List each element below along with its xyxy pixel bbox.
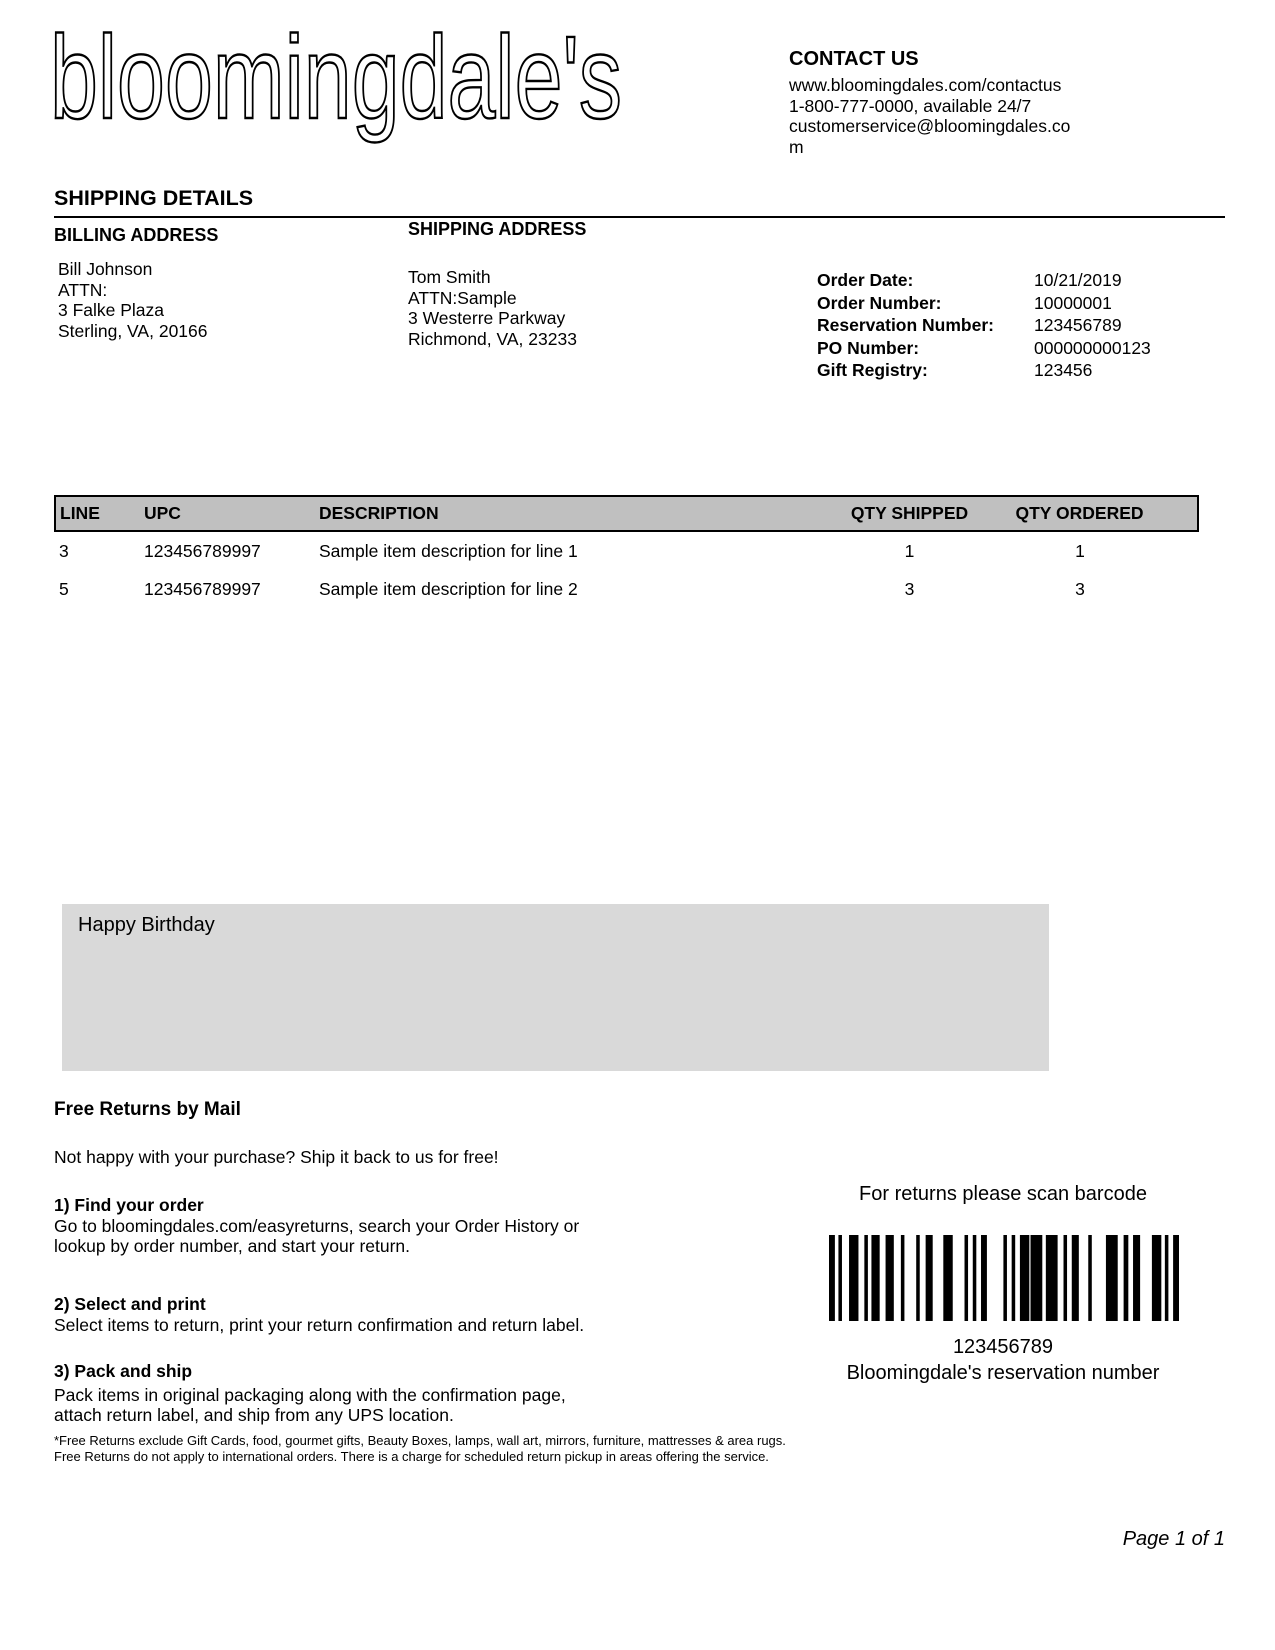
reservation-number-row xyxy=(817,314,1151,337)
gift-message-box xyxy=(62,904,1049,1071)
barcode-bar xyxy=(1124,1235,1129,1321)
barcode-bar xyxy=(1046,1235,1058,1321)
footnote-line: Free Returns do not apply to international orders. There is a charge for scheduled return pickup in areas offering the service. xyxy=(54,1448,769,1464)
returns-intro: Not happy with your purchase? Ship it back to us for free! xyxy=(54,1147,499,1167)
page-number: Page 1 of 1 xyxy=(1122,1528,1225,1550)
contact-url[interactable]: www.bloomingdales.com/contactus xyxy=(789,75,1062,95)
barcode-label: Bloomingdale's reservation number xyxy=(846,1362,1160,1384)
return-step-1 xyxy=(54,1195,579,1257)
contact-phone: 1-800-777-0000, available 24/7 xyxy=(789,95,1032,116)
shipping-line: 3 Westerre Parkway xyxy=(408,308,566,328)
step-title: 3) Pack and ship xyxy=(54,1361,193,1381)
step-text: attach return label, and ship from any UPS location. xyxy=(54,1405,454,1425)
table-row xyxy=(55,570,1198,608)
barcode-bar xyxy=(1106,1235,1118,1321)
barcode-bar xyxy=(973,1235,977,1321)
divider xyxy=(54,216,1225,218)
barcode-bar xyxy=(965,1235,969,1321)
table-row xyxy=(55,531,1198,570)
billing-line: Bill Johnson xyxy=(58,259,153,279)
cell-qty-shipped: 3 xyxy=(904,578,915,599)
gift-registry-row xyxy=(817,359,1151,382)
col-qty-shipped: QTY SHIPPED xyxy=(827,496,992,531)
value: 123456789 xyxy=(1034,315,1122,335)
footnote-line: *Free Returns exclude Gift Cards, food, gourmet gifts, Beauty Boxes, lamps, wall art, mirrors, furniture, mattresses & area rugs. xyxy=(54,1433,786,1448)
billing-line: ATTN: xyxy=(58,279,108,300)
label: Gift Registry: xyxy=(817,360,928,380)
returns-footnote xyxy=(54,1433,786,1464)
label: PO Number: xyxy=(817,337,920,358)
table-header xyxy=(55,496,1198,531)
barcode-bar xyxy=(1173,1235,1179,1321)
shipping-line: ATTN:Sample xyxy=(408,287,517,308)
barcode-bar xyxy=(916,1235,920,1321)
cell-qty-ordered: 1 xyxy=(1075,540,1085,561)
cell-description: Sample item description for line 2 xyxy=(319,578,578,599)
barcode-bar xyxy=(943,1235,952,1321)
contact-email-wrap: m xyxy=(789,136,804,157)
label: Order Number: xyxy=(817,292,942,313)
step-title: 2) Select and print xyxy=(54,1294,206,1314)
bloomingdales-logo xyxy=(50,30,630,150)
barcode-bar xyxy=(1152,1235,1161,1321)
cell-qty-shipped: 1 xyxy=(904,540,915,561)
step-text: Pack items in original packaging along with the confirmation page, xyxy=(54,1384,566,1405)
barcode-bar xyxy=(1003,1235,1007,1321)
barcode-bar xyxy=(1012,1235,1016,1321)
shipping-address-title: SHIPPING ADDRESS xyxy=(408,219,587,239)
shipping-line: Tom Smith xyxy=(408,267,491,287)
gift-message: Happy Birthday xyxy=(78,914,215,936)
barcode-caption: For returns please scan barcode xyxy=(859,1183,1147,1205)
cell-description: Sample item description for line 1 xyxy=(319,540,578,561)
value: 10/21/2019 xyxy=(1034,270,1122,290)
barcode-bar xyxy=(1072,1235,1079,1321)
return-step-2 xyxy=(54,1294,584,1335)
po-number-row xyxy=(817,337,1151,360)
cell-upc: 123456789997 xyxy=(144,540,261,561)
col-line: LINE xyxy=(55,496,144,531)
billing-line: Sterling, VA, 20166 xyxy=(58,320,208,341)
billing-line: 3 Falke Plaza xyxy=(58,300,165,320)
order-number-row xyxy=(817,292,1151,315)
cell-upc: 123456789997 xyxy=(144,578,261,599)
billing-address xyxy=(58,259,208,341)
shipping-details-title: SHIPPING DETAILS xyxy=(54,186,254,210)
col-description: DESCRIPTION xyxy=(319,496,827,531)
label: Reservation Number: xyxy=(817,315,994,335)
barcode-bar xyxy=(1020,1235,1029,1321)
barcode-bar xyxy=(901,1235,905,1321)
shipping-address xyxy=(408,267,577,349)
barcode-bar xyxy=(1031,1235,1043,1321)
return-step-3 xyxy=(54,1361,566,1426)
barcode-bar xyxy=(1064,1235,1068,1321)
col-upc: UPC xyxy=(144,496,319,531)
barcode-bar xyxy=(864,1235,868,1321)
step-text: Go to bloomingdales.com/easyreturns, search your Order History or xyxy=(54,1215,580,1236)
label: Order Date: xyxy=(817,270,914,290)
value: 123456 xyxy=(1034,360,1093,380)
barcode-bar xyxy=(838,1235,842,1321)
contact-email[interactable]: customerservice@bloomingdales.co xyxy=(789,116,1071,136)
step-text: lookup by order number, and start your return. xyxy=(54,1236,411,1256)
items-table xyxy=(54,495,1199,608)
billing-address-title: BILLING ADDRESS xyxy=(54,225,219,245)
step-text: Select items to return, print your return confirmation and return label. xyxy=(54,1314,585,1335)
barcode-bar xyxy=(981,1235,987,1321)
returns-title: Free Returns by Mail xyxy=(54,1099,241,1120)
cell-line: 3 xyxy=(59,540,69,561)
barcode-bar xyxy=(926,1235,933,1321)
barcode-number: 123456789 xyxy=(952,1336,1054,1358)
barcode-image xyxy=(829,1235,1179,1321)
col-qty-ordered: QTY ORDERED xyxy=(992,496,1198,531)
logo-text: bloomingdale's xyxy=(50,30,622,144)
order-date-row xyxy=(817,269,1151,292)
contact-info xyxy=(789,75,1099,157)
contact-title: CONTACT US xyxy=(789,48,919,70)
order-info xyxy=(817,269,1151,382)
value: 10000001 xyxy=(1034,292,1112,313)
value: 000000000123 xyxy=(1034,337,1151,358)
barcode-bar xyxy=(871,1235,879,1321)
step-title: 1) Find your order xyxy=(54,1195,204,1215)
barcode-bar xyxy=(1133,1235,1140,1321)
barcode-bar xyxy=(1088,1235,1092,1321)
cell-line: 5 xyxy=(59,578,69,599)
barcode-bar xyxy=(829,1235,835,1321)
barcode-bar xyxy=(849,1235,858,1321)
barcode-bar xyxy=(886,1235,894,1321)
shipping-line: Richmond, VA, 23233 xyxy=(408,328,577,349)
barcode-bar xyxy=(1165,1235,1169,1321)
cell-qty-ordered: 3 xyxy=(1075,578,1085,599)
